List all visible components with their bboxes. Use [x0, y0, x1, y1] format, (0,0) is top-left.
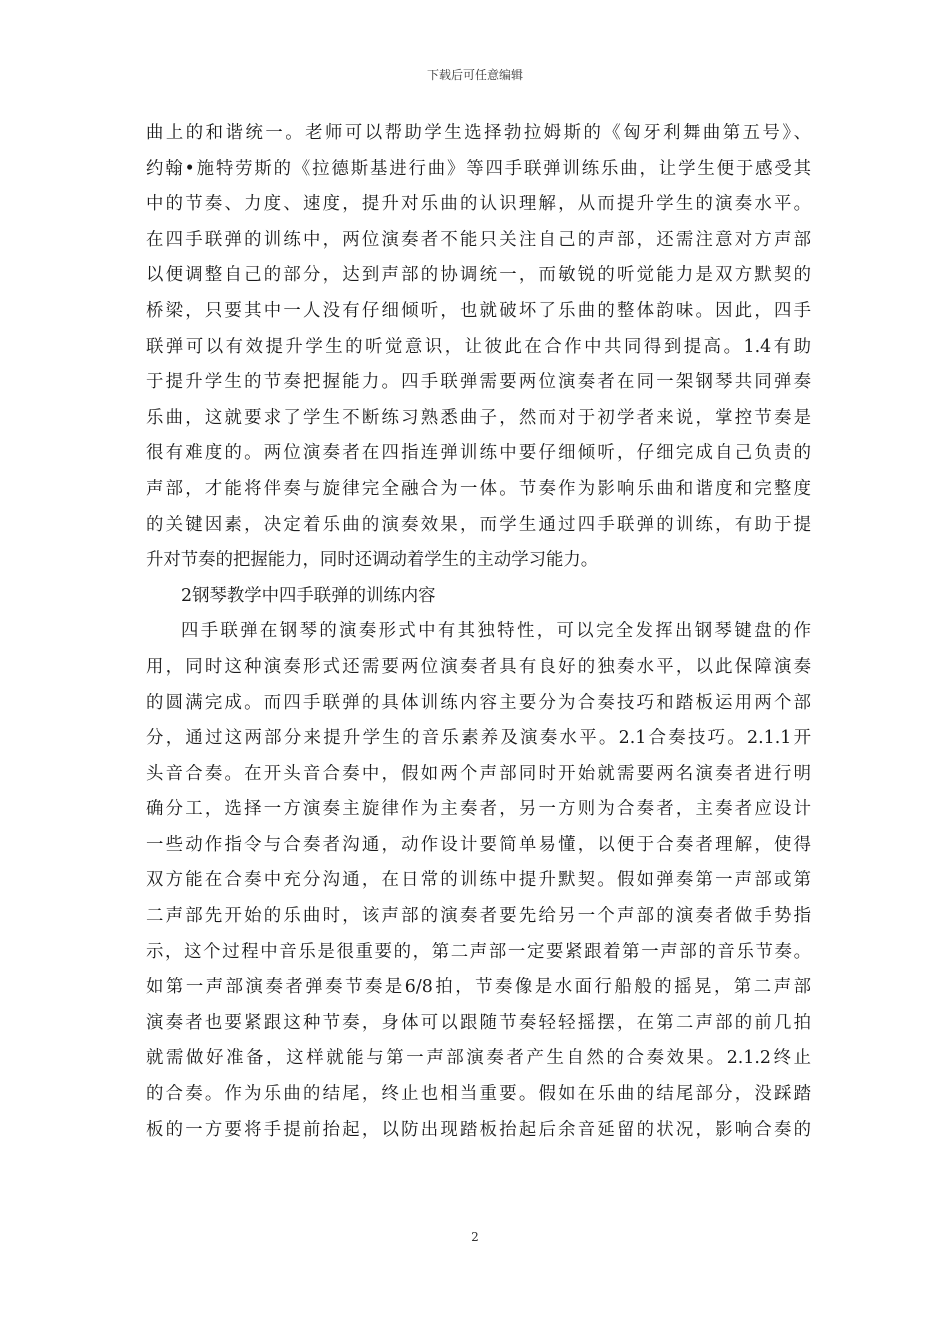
text-line: 确分工，选择一方演奏主旋律作为主奏者，另一方则为合奏者，主奏者应设计 [146, 799, 811, 820]
document-body [146, 116, 811, 1148]
text-line: 板的一方要将手提前抬起，以防出现踏板抬起后余音延留的状况，影响合奏的 [146, 1119, 811, 1140]
text-line: 联弹可以有效提升学生的听觉意识，让彼此在合作中共同得到提高。1.4有助 [146, 336, 811, 357]
text-line: 以便调整自己的部分，达到声部的协调统一，而敏锐的听觉能力是双方默契的 [146, 265, 811, 286]
text-line: 升对节奏的把握能力，同时还调动着学生的主动学习能力。 [146, 550, 599, 571]
text-line: 于提升学生的节奏把握能力。四手联弹需要两位演奏者在同一架钢琴共同弹奏 [146, 372, 811, 393]
text-line: 曲上的和谐统一。老师可以帮助学生选择勃拉姆斯的《匈牙利舞曲第五号》、 [146, 123, 811, 143]
text-line: 很有难度的。两位演奏者在四指连弹训练中要仔细倾听，仔细完成自己负责的 [146, 443, 811, 464]
text-line: 的圆满完成。而四手联弹的具体训练内容主要分为合奏技巧和踏板运用两个部 [146, 692, 811, 713]
text-line: 分，通过这两部分来提升学生的音乐素养及演奏水平。2.1合奏技巧。2.1.1开 [146, 728, 811, 749]
text-line: 的合奏。作为乐曲的结尾，终止也相当重要。假如在乐曲的结尾部分，没踩踏 [146, 1084, 811, 1105]
text-line: 一些动作指令与合奏者沟通，动作设计要简单易懂，以便于合奏者理解，使得 [146, 834, 811, 855]
text-line: 演奏者也要紧跟这种节奏，身体可以跟随节奏轻轻摇摆，在第二声部的前几拍 [146, 1012, 811, 1033]
text-line: 声部，才能将伴奏与旋律完全融合为一体。节奏作为影响乐曲和谐度和完整度 [146, 478, 811, 499]
text-line: 就需做好准备，这样就能与第一声部演奏者产生自然的合奏效果。2.1.2终止 [146, 1048, 811, 1069]
page-header-note: 下载后可任意编辑 [426, 68, 523, 82]
text-line: 双方能在合奏中充分沟通，在日常的训练中提升默契。假如弹奏第一声部或第 [146, 870, 811, 891]
text-line: 四手联弹在钢琴的演奏形式中有其独特性，可以完全发挥出钢琴键盘的作 [181, 621, 811, 642]
text-line: 的关键因素，决定着乐曲的演奏效果，而学生通过四手联弹的训练，有助于提 [146, 514, 811, 535]
text-line: 用，同时这种演奏形式还需要两位演奏者具有良好的独奏水平，以此保障演奏 [146, 656, 811, 677]
text-line: 桥梁，只要其中一人没有仔细倾听，也就破坏了乐曲的整体韵味。因此，四手 [146, 300, 811, 321]
section-heading: 2钢琴教学中四手联弹的训练内容 [181, 585, 436, 606]
text-line: 二声部先开始的乐曲时，该声部的演奏者要先给另一个声部的演奏者做手势指 [146, 906, 811, 927]
text-line: 如第一声部演奏者弹奏节奏是6/8拍，节奏像是水面行船般的摇晃，第二声部 [146, 977, 811, 998]
text-line: 在四手联弹的训练中，两位演奏者不能只关注自己的声部，还需注意对方声部 [146, 229, 811, 250]
text-line: 头音合奏。在开头音合奏中，假如两个声部同时开始就需要两名演奏者进行明 [146, 763, 811, 784]
page-number: 2 [471, 1230, 479, 1244]
text-line: 示，这个过程中音乐是很重要的，第二声部一定要紧跟着第一声部的音乐节奏。 [146, 941, 811, 962]
text-line: 乐曲，这就要求了学生不断练习熟悉曲子，然而对于初学者来说，掌控节奏是 [146, 407, 811, 428]
text-line: 中的节奏、力度、速度，提升对乐曲的认识理解，从而提升学生的演奏水平。 [146, 194, 811, 215]
text-line: 约翰•施特劳斯的《拉德斯基进行曲》等四手联弹训练乐曲，让学生便于感受其 [146, 158, 811, 179]
